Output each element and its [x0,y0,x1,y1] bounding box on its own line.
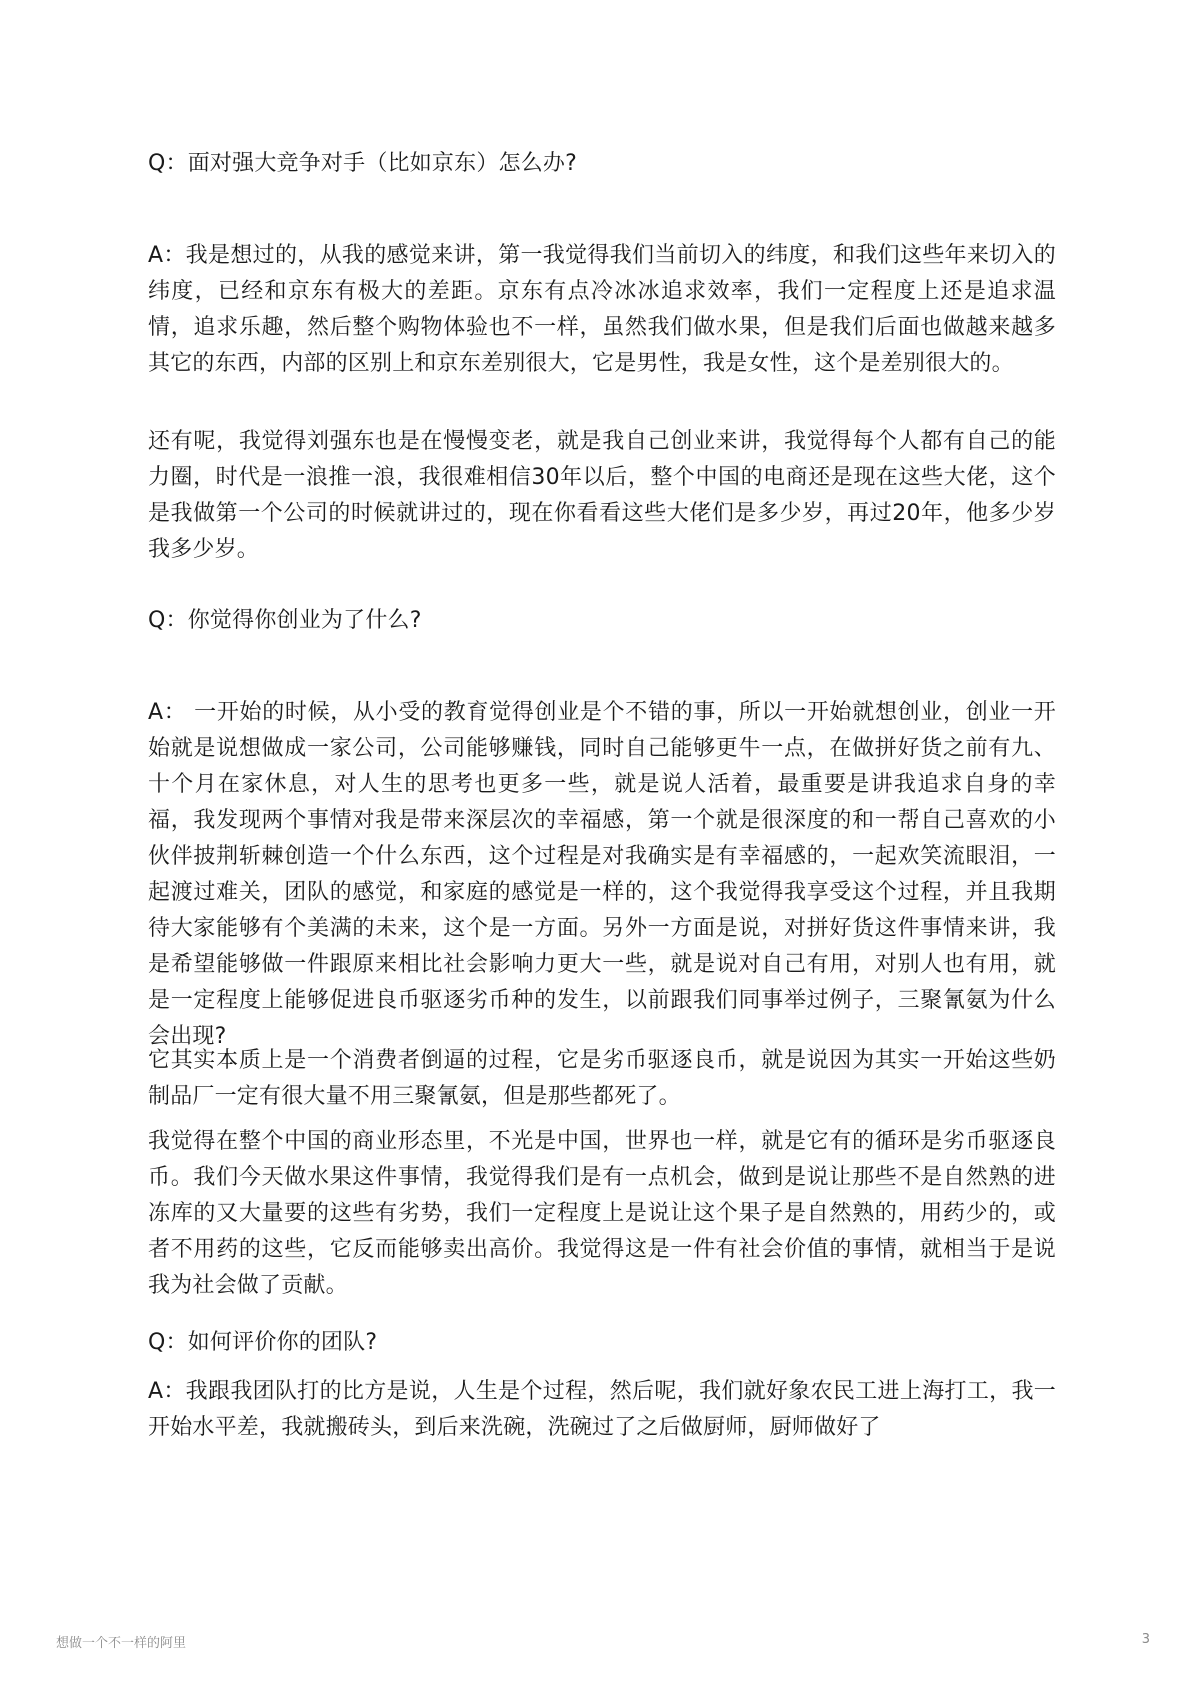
answer-motivation-p2: 它其实本质上是一个消费者倒逼的过程，它是劣币驱逐良币，就是说因为其实一开始这些奶制品厂一定有很大量不用三聚氰氨，但是那些都死了。 [148,1048,1056,1109]
answer-team: A：我跟我团队打的比方是说，人生是个过程，然后呢，我们就好象农民工进上海打工，我一开始水平差，我就搬砖头，到后来洗碗，洗碗过了之后做厨师，厨师做好了 [148,1379,1056,1440]
answer-motivation-p3: 我觉得在整个中国的商业形态里，不光是中国，世界也一样，就是它有的循环是劣币驱逐良币。我们今天做水果这件事情，我觉得我们是有一点机会，做到是说让那些不是自然熟的进冻库的又大量要的这些有劣势，我们一定程度上是说让这个果子是自然熟的，用药少的，或者不用药的这些，它反而能够卖出高价。我觉得这是一件有社会价值的事情，就相当于是说我为社会做了贡献。 [148,1129,1056,1298]
question-competitor: Q：面对强大竞争对手（比如京东）怎么办? [148,151,577,176]
question-team: Q：如何评价你的团队? [148,1330,378,1355]
footer-document-title: 想做一个不一样的阿里 [56,1636,187,1651]
answer-motivation: A： 一开始的时候，从小受的教育觉得创业是个不错的事，所以一开始就想创业，创业一开始就是说想做成一家公司，公司能够赚钱，同时自己能够更牛一点，在做拼好货之前有九、十个月在家休息，对人生的思考也更多一些，就是说人活着，最重要是讲我追求自身的幸福，我发现两个事情对我是带来深层次的幸福感，第一个就是很深度的和一帮自己喜欢的小伙伴披荆斩棘创造一个什么东西，这个过程是对我确实是有幸福感的，一起欢笑流眼泪，一起渡过难关，团队的感觉，和家庭的感觉是一样的，这个我觉得我享受这个过程，并且我期待大家能够有个美满的未来，这个是一方面。另外一方面是说，对拼好货这件事情来讲，我是希望能够做一件跟原来相比社会影响力更大一些，就是说对自己有用，对别人也有用，就是一定程度上能够促进良币驱逐劣币种的发生，以前跟我们同事举过例子，三聚氰氨为什么会出现? [148,700,1056,1049]
footer-page-number: 3 [1141,1632,1150,1647]
question-motivation: Q：你觉得你创业为了什么? [148,608,422,633]
answer-competitor-continued: 还有呢，我觉得刘强东也是在慢慢变老，就是我自己创业来讲，我觉得每个人都有自己的能力圈，时代是一浪推一浪，我很难相信30年以后，整个中国的电商还是现在这些大佬，这个是我做第一个公司的时候就讲过的，现在你看看这些大佬们是多少岁，再过20年，他多少岁我多少岁。 [148,429,1056,562]
answer-competitor: A：我是想过的，从我的感觉来讲，第一我觉得我们当前切入的纬度，和我们这些年来切入的纬度，已经和京东有极大的差距。京东有点冷冰冰追求效率，我们一定程度上还是追求温情，追求乐趣，然后整个购物体验也不一样，虽然我们做水果，但是我们后面也做越来越多其它的东西，内部的区别上和京东差别很大，它是男性，我是女性，这个是差别很大的。 [148,243,1056,376]
